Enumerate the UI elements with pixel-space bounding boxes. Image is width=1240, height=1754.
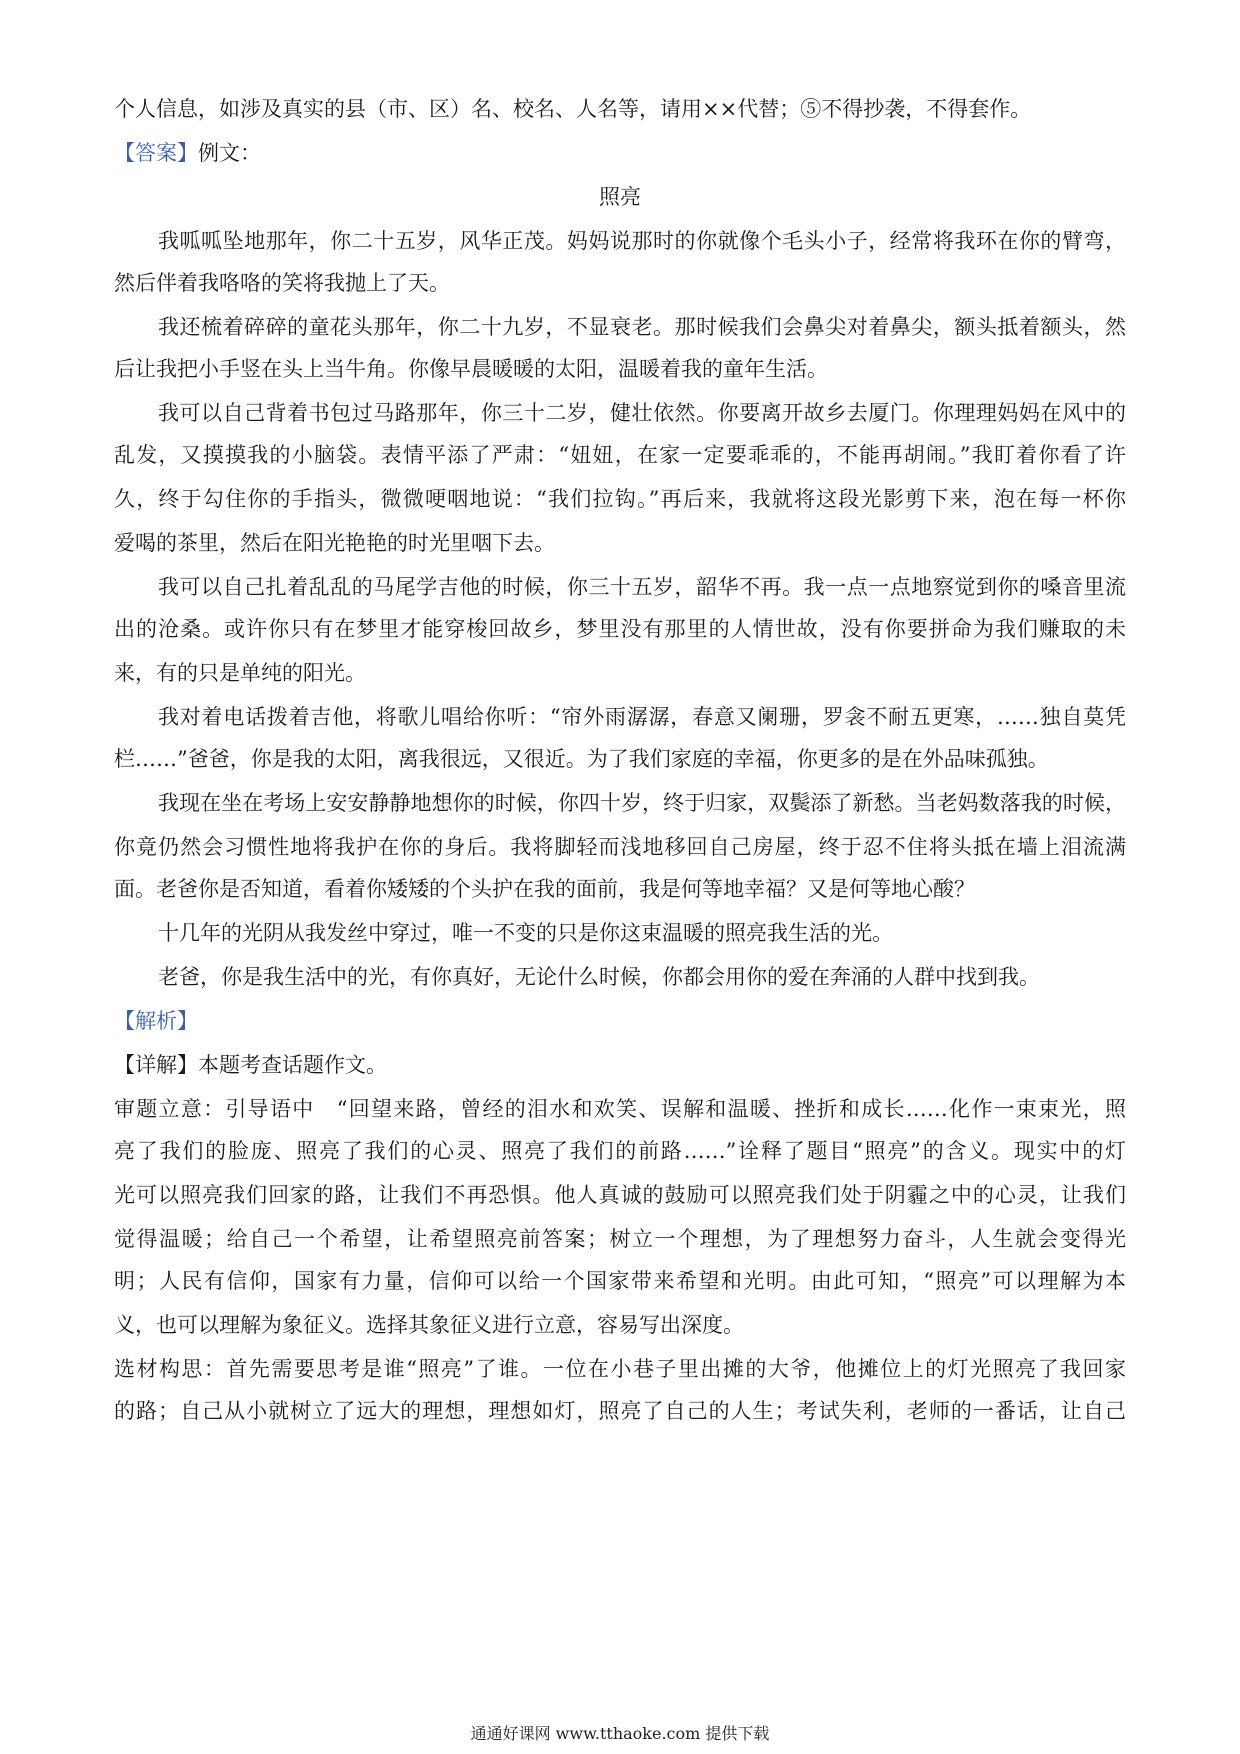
- essay-line: 我可以自己背着书包过马路那年，你三十二岁，健壮依然。你要离开故乡去厦门。你理理妈妈在风中的: [158, 401, 1126, 425]
- essay-line: 我还梳着碎碎的童花头那年，你二十九岁，不显衰老。那时候我们会鼻尖对着鼻尖，额头抵着额头，然: [158, 315, 1126, 339]
- explain-line: 选材构思：首先需要思考是谁“照亮”了谁。一位在小巷子里出摊的大爷，他摊位上的灯光照亮了我回家: [114, 1357, 1126, 1381]
- answer-text: 例文：: [198, 141, 261, 165]
- essay-line: 老爸，你是我生活中的光，有你真好，无论什么时候，你都会用你的爱在奔涌的人群中找到我。: [158, 965, 1040, 989]
- essay-line: 栏……”爸爸，你是我的太阳，离我很远，又很近。为了我们家庭的幸福，你更多的是在外品味孤独。: [114, 747, 1049, 771]
- essay-line: 面。老爸你是否知道，看着你矮矮的个头护在我的面前，我是何等地幸福？又是何等地心酸？: [114, 877, 975, 901]
- essay-line: 你竟仍然会习惯性地将我护在你的身后。我将脚轻而浅地移回自己房屋，终于忍不住将头抵在墙上泪流满: [114, 835, 1126, 859]
- page-footer: 通通好课网 www.tthaoke.com 提供下载: [470, 1724, 770, 1743]
- essay-line: 我可以自己扎着乱乱的马尾学吉他的时候，你三十五岁，韶华不再。我一点一点地察觉到你的嗓音里流: [158, 575, 1126, 599]
- explain-line: 明；人民有信仰，国家有力量，信仰可以给一个国家带来希望和光明。由此可知，“照亮”可以理解为本: [114, 1269, 1126, 1293]
- analysis-heading: [114, 1004, 1126, 1038]
- analysis-tag: 【解析】: [114, 1009, 198, 1033]
- essay-line: 爱喝的茶里，然后在阳光艳艳的时光里咽下去。: [114, 531, 555, 555]
- detail-text: 本题考查话题作文。: [198, 1053, 387, 1077]
- explain-line: 审题立意：引导语中 “回望来路，曾经的泪水和欢笑、误解和温暖、挫折和成长……化作一束束光，照: [114, 1097, 1126, 1121]
- detail-tag: 【详解】: [114, 1053, 198, 1077]
- answer-heading: [114, 136, 1126, 170]
- essay-line: 我呱呱坠地那年，你二十五岁，风华正茂。妈妈说那时的你就像个毛头小子，经常将我环在你的臂弯，: [158, 229, 1126, 253]
- explain-line: 义，也可以理解为象征义。选择其象征义进行立意，容易写出深度。: [114, 1313, 744, 1337]
- essay-line: 我对着电话拨着吉他，将歌儿唱给你听：“帘外雨潺潺，春意又阑珊，罗衾不耐五更寒，……独自莫凭: [158, 705, 1126, 729]
- intro-line: 个人信息，如涉及真实的县（市、区）名、校名、人名等，请用××代替；⑤不得抄袭，不得套作。: [114, 97, 1032, 121]
- essay-line: 出的沧桑。或许你只有在梦里才能穿梭回故乡，梦里没有那里的人情世故，没有你要拼命为我们赚取的未: [114, 617, 1126, 641]
- essay-title: 照亮: [599, 185, 641, 209]
- essay-line: 我现在坐在考场上安安静静地想你的时候，你四十岁，终于归家，双鬓添了新愁。当老妈数落我的时候，: [158, 791, 1126, 815]
- explain-line: 亮了我们的脸庞、照亮了我们的心灵、照亮了我们的前路……”诠释了题目“照亮”的含义。现实中的灯: [114, 1139, 1126, 1163]
- explain-line: 光可以照亮我们回家的路，让我们不再恐惧。他人真诚的鼓励可以照亮我们处于阴霾之中的心灵，让我们: [114, 1183, 1126, 1207]
- answer-tag: 【答案】: [114, 141, 198, 165]
- essay-line: 久，终于勾住你的手指头，微微哽咽地说：“我们拉钩。”再后来，我就将这段光影剪下来，泡在每一杯你: [114, 487, 1126, 511]
- essay-line: 乱发，又摸摸我的小脑袋。表情平添了严肃：“妞妞，在家一定要乖乖的，不能再胡闹。”我盯着你看了许: [114, 443, 1126, 467]
- essay-line: 然后伴着我咯咯的笑将我抛上了天。: [114, 271, 450, 295]
- explain-line: 的路；自己从小就树立了远大的理想，理想如灯，照亮了自己的人生；考试失利，老师的一番话，让自己: [114, 1399, 1126, 1423]
- essay-line: 来，有的只是单纯的阳光。: [114, 661, 366, 685]
- essay-line: 后让我把小手竖在头上当牛角。你像早晨暖暖的太阳，温暖着我的童年生活。: [114, 357, 828, 381]
- detail-heading: [114, 1048, 1126, 1082]
- essay-line: 十几年的光阴从我发丝中穿过，唯一不变的只是你这束温暖的照亮我生活的光。: [158, 921, 893, 945]
- explain-line: 觉得温暖；给自己一个希望，让希望照亮前答案；树立一个理想，为了理想努力奋斗，人生就会变得光: [114, 1227, 1126, 1251]
